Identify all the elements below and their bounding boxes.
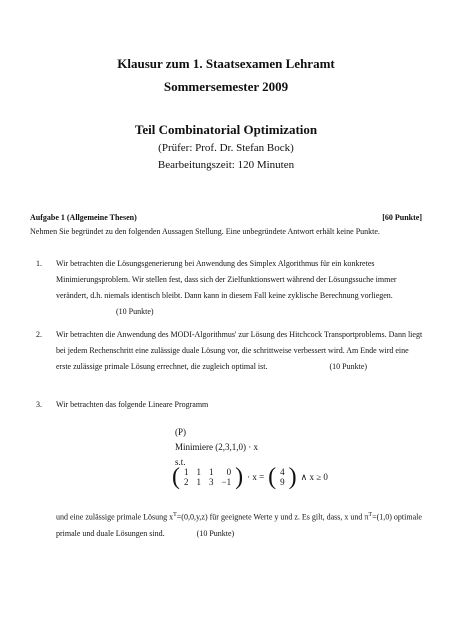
matrix-cell: 0 xyxy=(226,467,232,477)
matrix-cell: 1 xyxy=(196,467,201,477)
item-text-after2: =(0,0,y,z) für geeignete Werte y und z. Es gilt, dass, x und π xyxy=(176,512,369,522)
part-title: Teil Combinatorial Optimization xyxy=(134,122,318,137)
constraint-matrix xyxy=(180,467,235,487)
item-number: 3. xyxy=(36,400,42,409)
right-paren: ) xyxy=(235,464,244,490)
rhs-cell: 9 xyxy=(280,477,285,487)
task-intro: Nehmen Sie begründet zu den folgenden Aussagen Stellung. Eine unbegründete Antwort erhält keine Punkte. xyxy=(30,227,380,236)
superscript-t2: T xyxy=(368,512,373,518)
rhs-left-paren: ( xyxy=(268,464,277,490)
list-item xyxy=(36,327,424,375)
list-item xyxy=(36,256,424,320)
item-text-after3: =(1,0) optimale primale und duale Lösungen sind. xyxy=(56,512,422,539)
matrix-cell: −1 xyxy=(221,477,232,487)
rhs-vector xyxy=(276,467,289,487)
superscript-t: T xyxy=(173,512,177,518)
task-points: [60 Punkte] xyxy=(382,213,422,222)
item-points: (10 Punkte) xyxy=(116,307,154,316)
item3-conclusion xyxy=(56,509,424,543)
matrix-cell: 1 xyxy=(184,467,189,477)
item-number: 2. xyxy=(36,330,42,339)
list-item xyxy=(36,397,424,413)
lp-constraints xyxy=(172,464,328,490)
item-text: Wir betrachten das folgende Lineare Programm xyxy=(56,400,209,409)
lp-st: s.t. xyxy=(175,457,186,467)
examiner-line: (Prüfer: Prof. Dr. Stefan Bock) xyxy=(158,142,294,154)
times-x: · x = xyxy=(247,472,265,482)
objective-suffix: · x xyxy=(248,442,258,452)
item-points: (10 Punkte) xyxy=(329,362,368,371)
left-paren: ( xyxy=(172,464,180,490)
matrix-cell: 2 xyxy=(184,477,189,487)
item-points: (10 Punkte) xyxy=(196,529,235,539)
task-title: Aufgabe 1 (Allgemeine Thesen) xyxy=(30,213,137,222)
semester-title: Sommersemester 2009 xyxy=(163,79,289,94)
rhs-right-paren: ) xyxy=(288,464,297,490)
item-number: 1. xyxy=(36,259,42,268)
rhs-cell: 4 xyxy=(280,467,285,477)
objective-prefix: Minimiere xyxy=(175,442,213,452)
nonneg: ∧ x ≥ 0 xyxy=(300,471,328,482)
lp-name: (P) xyxy=(175,427,186,437)
objective-vector: (2,3,1,0) xyxy=(215,442,246,452)
exam-title: Klausur zum 1. Staatsexamen Lehramt xyxy=(117,56,335,71)
item-text: Wir betrachten die Anwendung des MODI-Algorithmus' zur Lösung des Hitchcock Transportproblems. Dann liegt bei jedem Rechenschritt eine zulässige duale Lösung vor, die schrittweise verbessert wird. Am Ende wird eine erste zulässige primale Lösung errechnet, die zugleich optimal ist. xyxy=(56,330,423,371)
duration-line: Bearbeitungszeit: 120 Minuten xyxy=(157,159,295,171)
lp-objective xyxy=(175,442,258,452)
matrix-cell: 1 xyxy=(196,477,201,487)
matrix-cell: 1 xyxy=(209,467,214,477)
matrix-cell: 3 xyxy=(209,477,214,487)
item-text-after: und eine zulässige primale Lösung x xyxy=(56,512,174,522)
item-text: Wir betrachten die Lösungsgenerierung bei Anwendung des Simplex Algorithmus für ein konkretes Minimierungsproblem. Wir stellen fest, dass sich der Zielfunktionswert während der Lösungssuche immer verändert, d.h. niemals identisch bleibt. Dann kann in diesem Fall keine zyklische Berechnung vorliegen. xyxy=(56,259,397,300)
